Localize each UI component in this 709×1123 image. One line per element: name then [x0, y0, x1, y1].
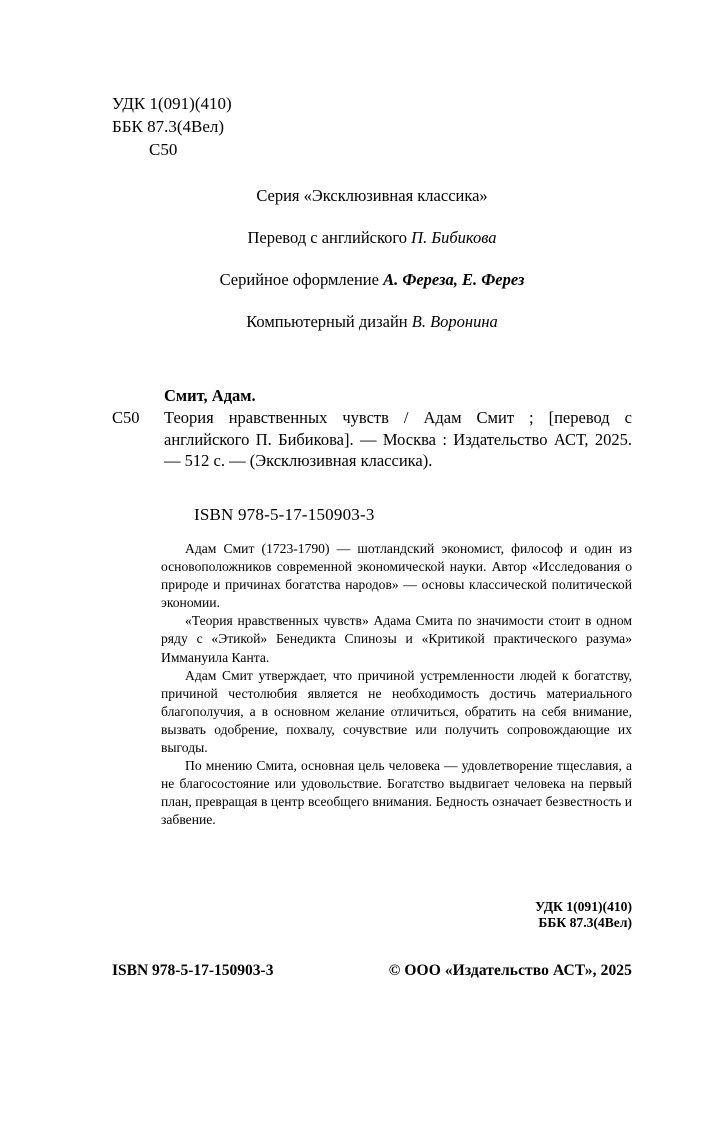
computer-designer-name: В. Воронина: [411, 312, 498, 331]
author-sign-top: С50: [149, 140, 178, 159]
shelf-mark: С50: [112, 408, 140, 427]
record-description: Теория нравственных чувств / Адам Смит ; [перевод с английского П. Бибикова]. — Москва : Издательство АСТ, 2025. — 512 с. — (Эксклюзивная классика).: [164, 408, 632, 470]
computer-design-label: Компьютерный дизайн: [246, 312, 412, 331]
series-designer-name: А. Фереза, Е. Ферез: [383, 270, 525, 289]
annotation-paragraph: Адам Смит утверждает, что причиной устремленности людей к богатству, причиной честолюбия является не необходимость достичь материального благополучия, а в основном желание отличиться, обратить на себя внимание, вызвать одобрение, похвалу, сочувствие или получить сопровождающие их выгоды.: [161, 667, 632, 756]
footer-isbn: ISBN 978-5-17-150903-3: [112, 962, 274, 979]
series-line: Серия «Эксклюзивная классика»: [256, 186, 488, 205]
footer-copyright: © ООО «Издательство АСТ», 2025: [388, 962, 632, 979]
bbk-code-bottom: ББК 87.3(4Вел): [538, 915, 632, 930]
translation-credit-label: Перевод с английского: [247, 228, 412, 247]
series-design-label: Серийное оформление: [219, 270, 384, 289]
bibliographic-record: [112, 385, 632, 472]
bbk-code-top: ББК 87.3(4Вел): [112, 117, 225, 136]
classification-block-bottom: [332, 899, 632, 931]
translation-credit: [112, 228, 632, 248]
credits-block: [112, 186, 632, 332]
classification-block-top: [112, 92, 232, 161]
annotation-block: [161, 540, 632, 830]
record-author-heading: Смит, Адам.: [164, 386, 256, 405]
translator-name: П. Бибикова: [411, 228, 497, 247]
annotation-paragraph: Адам Смит (1723-1790) — шотландский экономист, философ и один из основоположников современной экономической науки. Автор «Исследования о природе и причинах богатства народов» — основы классической политической экономии.: [161, 541, 632, 611]
isbn-inner: ISBN 978-5-17-150903-3: [194, 505, 375, 524]
page-footer: [112, 962, 632, 980]
udk-code-bottom: УДК 1(091)(410): [535, 899, 632, 914]
computer-design-credit: [112, 312, 632, 332]
record-body-wrapper: [112, 407, 632, 472]
udk-code-top: УДК 1(091)(410): [112, 94, 232, 113]
series-design-credit: [112, 270, 632, 290]
annotation-paragraph: «Теория нравственных чувств» Адама Смита по значимости стоит в одном ряду с «Этикой» Бенедикта Спинозы и «Критикой практического разума» Иммануила Канта.: [161, 613, 632, 665]
annotation-paragraph: По мнению Смита, основная цель человека — удовлетворение тщеславия, а не благосостояние или удовольствие. Богатство выдвигает человека на первый план, превращая в центр всеобщего внимания. Бедность означает безвестность и забвение.: [161, 758, 632, 828]
